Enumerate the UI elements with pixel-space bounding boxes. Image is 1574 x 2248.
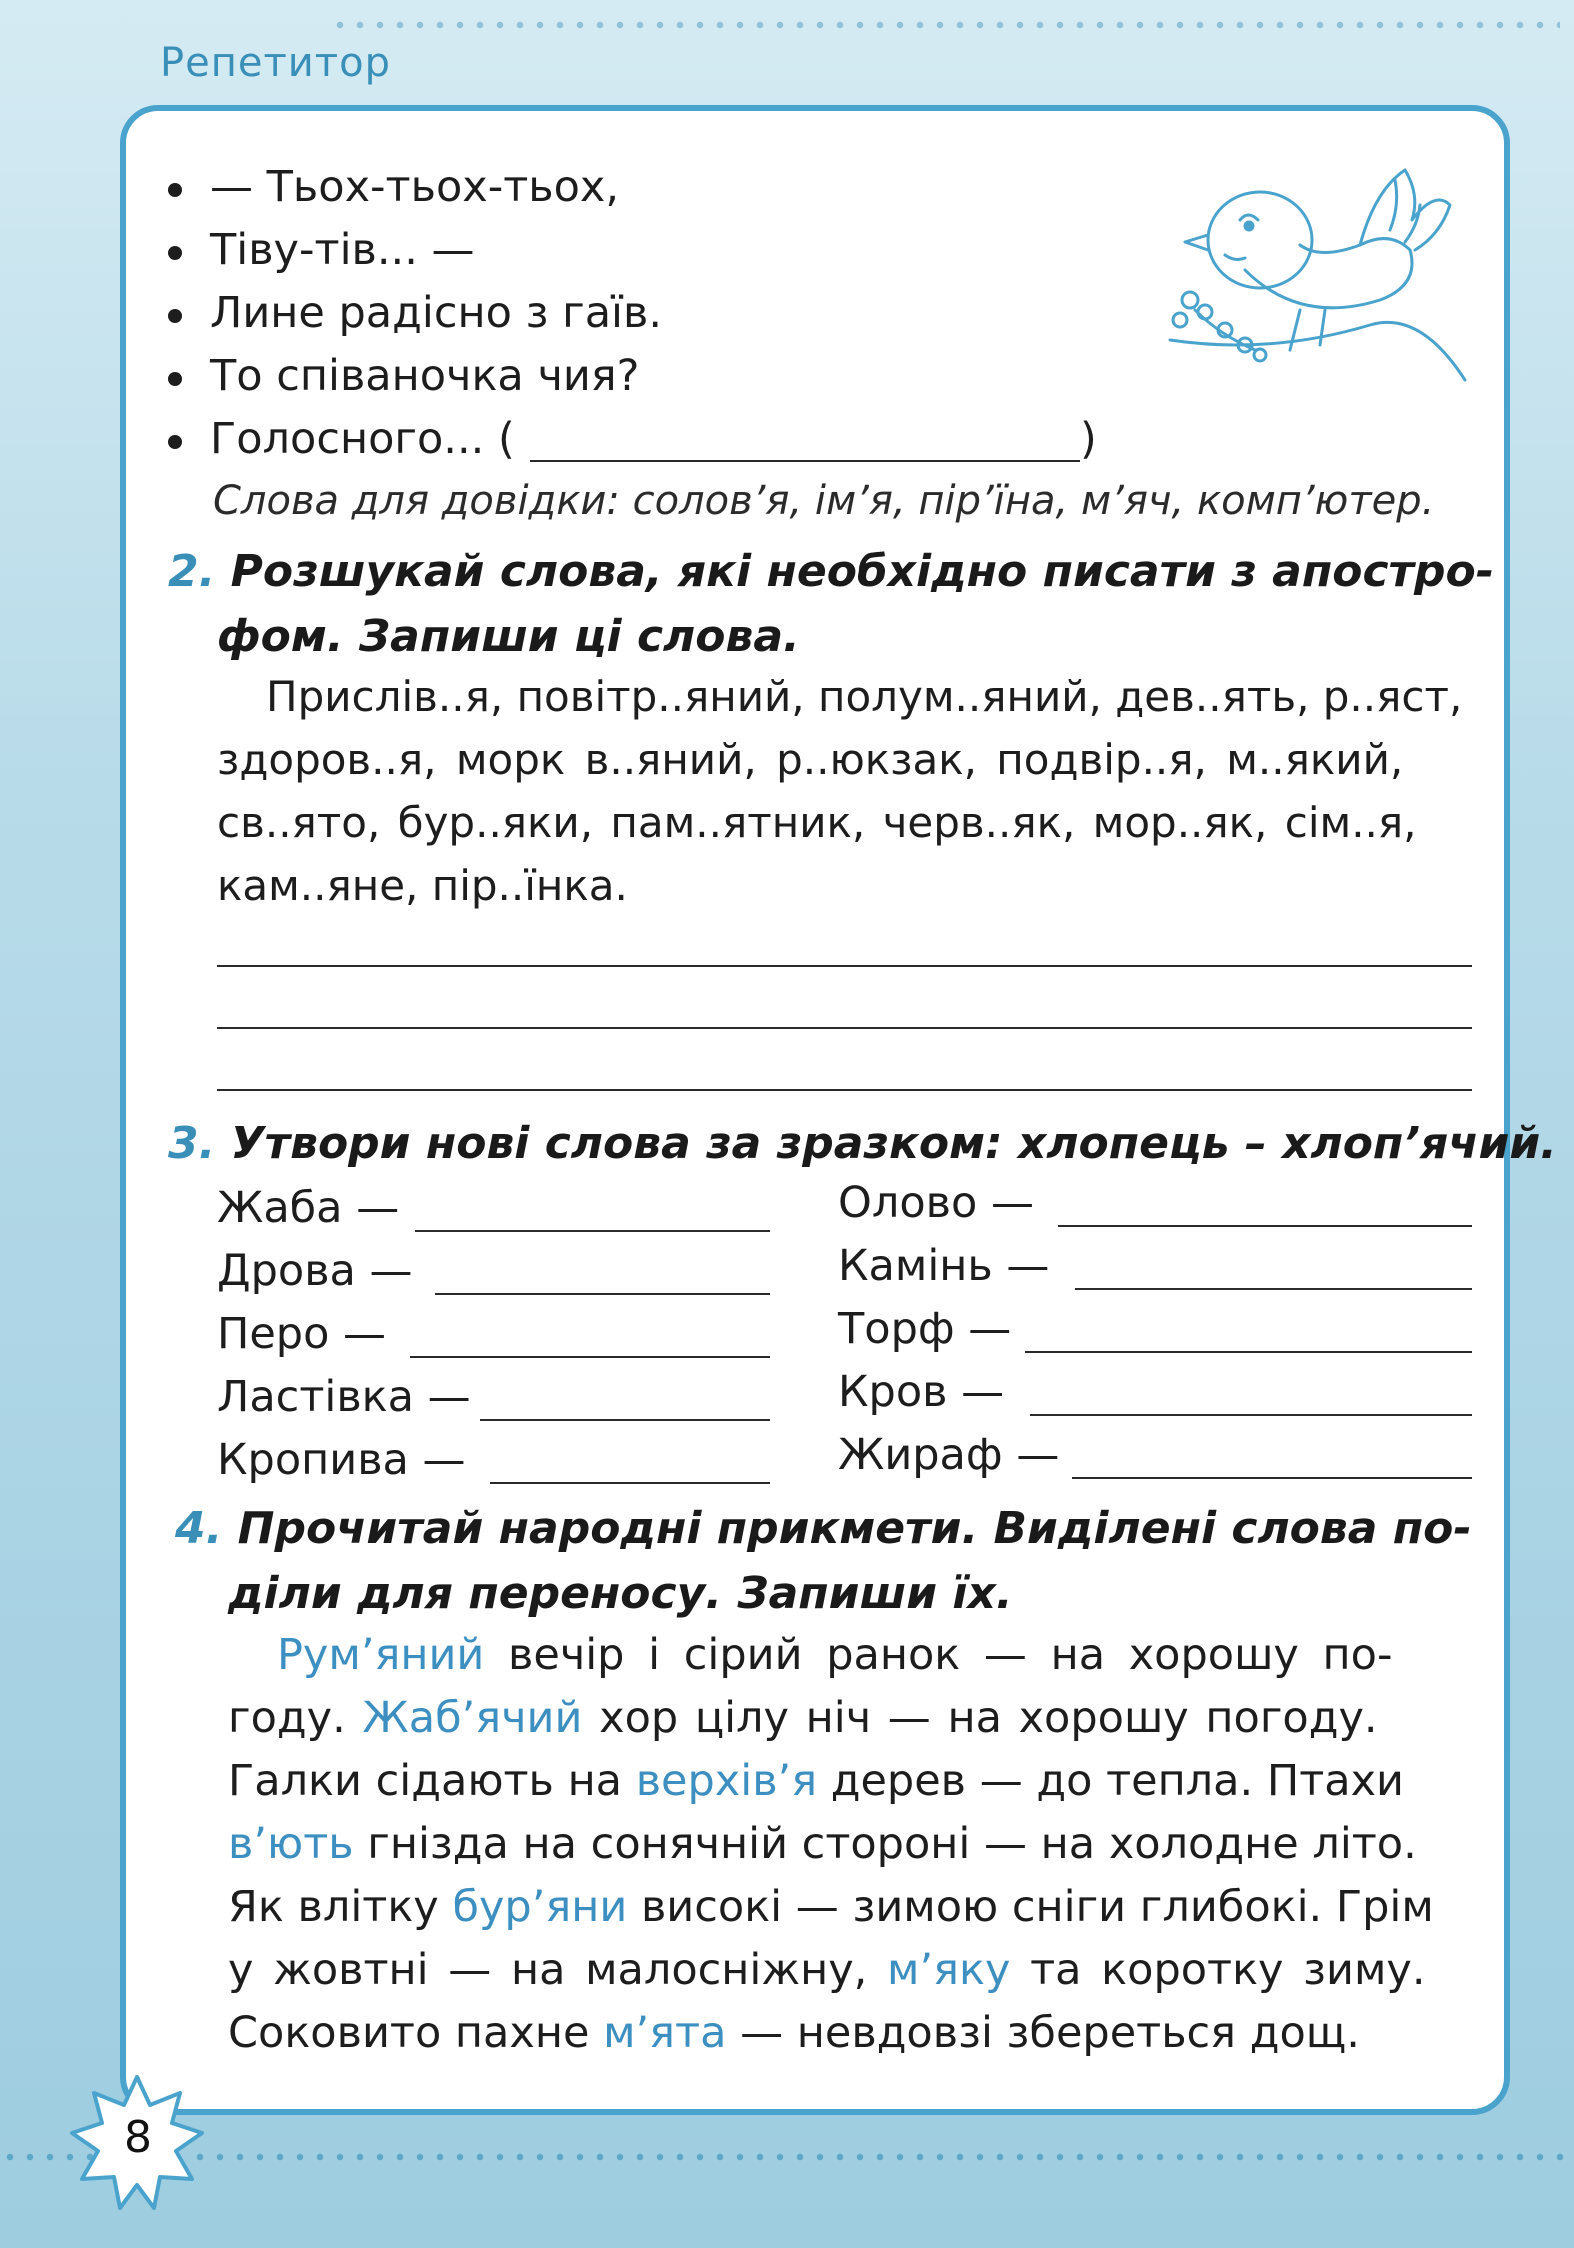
task3-left-answer-1[interactable] xyxy=(415,1230,770,1232)
bottom-dots-decoration xyxy=(190,2150,1570,2164)
task3-left-answer-4[interactable] xyxy=(480,1419,770,1421)
task3-left-answer-2[interactable] xyxy=(435,1293,770,1295)
task4-text-line1 xyxy=(277,1630,1392,1680)
bullet-5 xyxy=(168,435,182,449)
task4-text-line7-rest: — невдовзі збереться дощ. xyxy=(726,2008,1360,2058)
task3-right-answer-1[interactable] xyxy=(1058,1225,1472,1227)
task2-number: 2. xyxy=(168,546,216,597)
task3-right-answer-4[interactable] xyxy=(1030,1414,1472,1416)
task4-text-line6 xyxy=(228,1945,1426,1995)
task3-right-answer-2[interactable] xyxy=(1075,1288,1472,1290)
task4-title-text: Прочитай народні прикмети. Виділені слова по- xyxy=(237,1503,1472,1554)
poem-line-3: Лине радісно з гаїв. xyxy=(210,288,663,338)
task2-words-line3: св..ято, бур..яки, пам..ятник, черв..як, мор..як, сім..я, xyxy=(217,798,1417,847)
bullet-3 xyxy=(168,309,182,323)
task2-title-line2: фом. Запиши ці слова. xyxy=(217,611,800,662)
task3-right-2: Камінь — xyxy=(838,1241,1050,1291)
task4-text-line7 xyxy=(228,2008,1360,2058)
task2-answer-line-1[interactable] xyxy=(217,965,1472,967)
poem-line-5-end: ) xyxy=(1080,414,1097,464)
task3-right-answer-5[interactable] xyxy=(1072,1477,1472,1479)
poem-line-5-start: Голосного... ( xyxy=(210,414,515,464)
highlight-word-5: бур’яни xyxy=(452,1882,628,1932)
highlight-word-3: верхів’я xyxy=(635,1756,818,1806)
highlight-word-4: в’ють xyxy=(228,1819,354,1869)
task3-right-1: Олово — xyxy=(838,1178,1034,1228)
task4-text-line6-rest: та коротку зиму. xyxy=(1010,1945,1426,1995)
highlight-word-6: м’яку xyxy=(887,1945,1011,1995)
task4-text-line2 xyxy=(228,1693,1378,1743)
task4-text-line5 xyxy=(228,1882,1434,1932)
poem-hint: Слова для довідки: солов’я, ім’я, пір’їна, м’яч, комп’ютер. xyxy=(213,478,1435,524)
page-header-title: Репетитор xyxy=(160,40,391,86)
bullet-1 xyxy=(168,183,182,197)
task3-right-5: Жираф — xyxy=(838,1430,1060,1480)
bird-illustration xyxy=(1150,150,1480,400)
task4-text-line3-a: Галки сідають на xyxy=(228,1756,636,1806)
task3-left-1: Жаба — xyxy=(217,1183,400,1233)
task3-right-3: Торф — xyxy=(838,1304,1012,1354)
task4-text-line3 xyxy=(228,1756,1404,1806)
task3-right-4: Кров — xyxy=(838,1367,1005,1417)
task4-text-line2-rest: хор цілу ніч — на хорошу погоду. xyxy=(582,1693,1378,1743)
task4-text-line7-a: Соковито пахне xyxy=(228,2008,604,2058)
highlight-word-2: Жаб’ячий xyxy=(362,1693,583,1743)
task4-text-line5-a: Як влітку xyxy=(228,1882,453,1932)
task3-right-answer-3[interactable] xyxy=(1025,1351,1472,1353)
task4-title-line2: діли для переносу. Запиши їх. xyxy=(228,1568,1013,1619)
task2-words-line1: Прислів..я, повітр..яний, полум..яний, дев..ять, р..яст, xyxy=(266,672,1463,721)
poem-line-1: — Тьох-тьох-тьох, xyxy=(210,162,620,212)
task2-title-line1 xyxy=(168,546,1494,597)
bullet-4 xyxy=(168,372,182,386)
poem-line-4: То співаночка чия? xyxy=(210,351,640,401)
task4-text-line4-rest: гнізда на сонячній стороні — на холодне літо. xyxy=(353,1819,1417,1869)
poem-answer-line[interactable] xyxy=(530,460,1080,462)
task2-words-line4: кам..яне, пір..їнка. xyxy=(217,861,628,910)
task4-text-line3-rest: дерев — до тепла. Птахи xyxy=(817,1756,1404,1806)
task3-left-answer-3[interactable] xyxy=(410,1356,770,1358)
highlight-word-7: м’ята xyxy=(603,2008,727,2058)
task3-left-4: Ластівка — xyxy=(217,1372,471,1422)
task3-left-5: Кропива — xyxy=(217,1435,466,1485)
bullet-2 xyxy=(168,246,182,260)
page-number: 8 xyxy=(124,2112,152,2163)
task4-title-line1 xyxy=(175,1503,1472,1554)
task3-left-3: Перо — xyxy=(217,1309,387,1359)
task3-title xyxy=(168,1118,1557,1169)
task4-text-line5-rest: високі — зимою сніги глибокі. Грім xyxy=(627,1882,1434,1932)
task4-text-line4 xyxy=(228,1819,1417,1869)
task4-text-line2-a: году. xyxy=(228,1693,363,1743)
highlight-word-1: Рум’яний xyxy=(277,1630,485,1680)
task2-answer-line-3[interactable] xyxy=(217,1089,1472,1091)
task2-words-line2: здоров..я, морк в..яний, р..юкзак, подвір..я, м..який, xyxy=(217,735,1404,784)
task4-text-line6-a: у жовтні — на малосніжну, xyxy=(228,1945,888,1995)
task3-left-answer-5[interactable] xyxy=(490,1482,770,1484)
task2-title-text: Розшукай слова, які необхідно писати з апостро- xyxy=(230,546,1495,597)
task4-text-line1-rest: вечір і сірий ранок — на хорошу по- xyxy=(484,1630,1393,1680)
poem-line-2: Тіву-тів... — xyxy=(210,225,475,275)
task3-title-text: Утвори нові слова за зразком: хлопець – хлоп’ячий. xyxy=(230,1118,1557,1169)
task2-answer-line-2[interactable] xyxy=(217,1027,1472,1029)
task3-number: 3. xyxy=(168,1118,216,1169)
task4-number: 4. xyxy=(175,1503,223,1554)
task3-left-2: Дрова — xyxy=(217,1246,413,1296)
